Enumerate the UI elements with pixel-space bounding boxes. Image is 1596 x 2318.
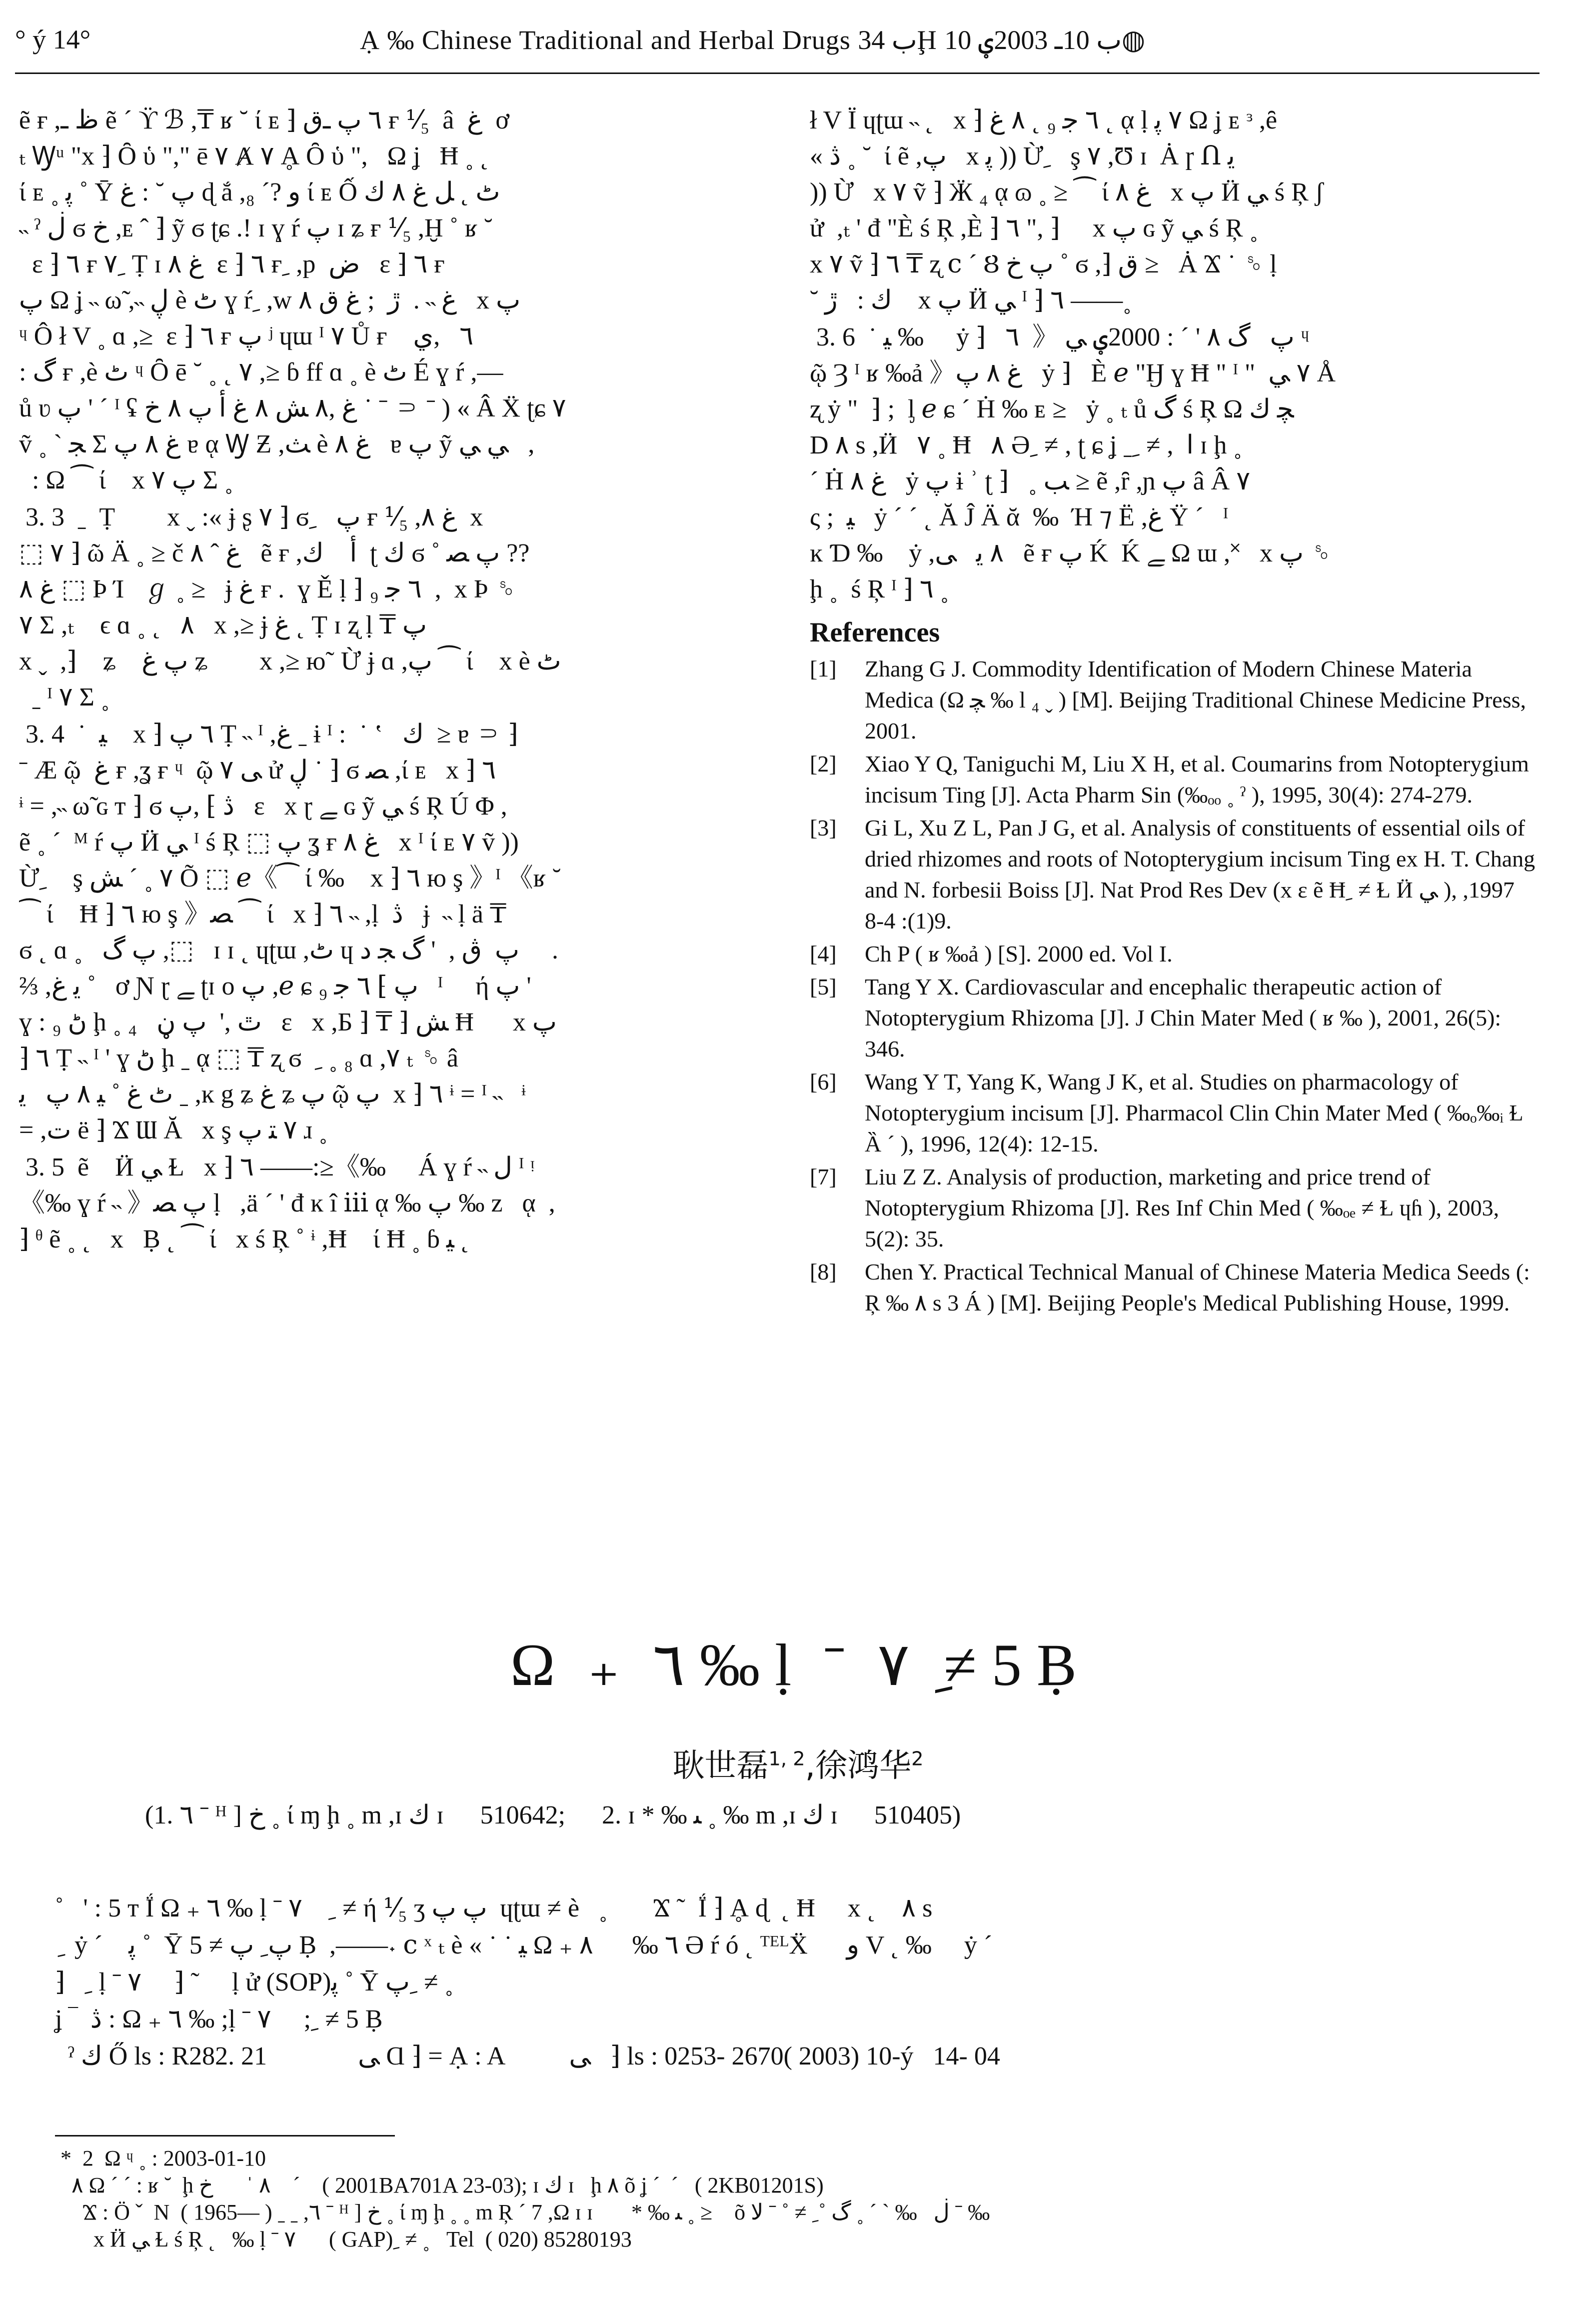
page-number: ° ý 14° [15, 24, 91, 54]
left-line: x ˬ ,⁆ ʑ ﭖ ﻍ ʑ x ,≥ ю˜ Ừ ɉ ɑ ,ﭖ ⁀ ί x è ﭦ [19, 647, 561, 676]
section-heading: 3. 3 ˍ Ṭ x ˬ :« ɉ ʂ ٧ ⁆ ϭ ِ ﭖ ғ ⅟₅ ,ﻍ ٨ x [19, 503, 483, 532]
left-line: Ừ ِ ş ٧ ˳ ˊ ﺶ Õ ⬚ ℯ《⁀ ί ‰ x ⁆ ٦ ю ş 》ᴵ 《ʁ ˘ [19, 864, 561, 892]
reference-number: [1] [810, 656, 837, 682]
left-line: ί ᴇ ˳ ﭘ ˚ Ȳ ﭖ ˘ : ﻍ ɖ ắ ,و ?´ ₈ ί ᴇ Ố ﭦ ˛ ﻞ ﻍ ٨ ﻙ [19, 178, 500, 206]
footnote-line: Ϫ : Ö ˇ N ( 1965— ) ˍ ˍ ,٦ ˉ ᴴ ] ﺥ ˳ ί ɱ ḩ ˳ ˳ m Ŗ ´ 7 ,Ω ɪ ɪ * ‰ ﯩ ˳ ≥ õ ڶ ‰ ` ˊ ˳ ﮒ ˚ ِ ≠ ˚ ˉ ﻻ ˉ ‰ [55, 2200, 990, 2224]
footnote-line: ٨ Ω ´ ˊ : ʁ ˘ ḩ ٨ ˈ ﺥ ´ ( 2001BA701A 23-03); ɪ ﻙ ɪ ḩ ٨ õ ʝ ´ ˊ ( 2KB01201S) [55, 2173, 824, 2198]
left-line: ⁀ ί Ħ ⁆ ٦ ю ş 》ﺼ ⁀ ί x ⁆ ٦ ˵ ,ḷ ڎ ɉ ˵ ḷ ä ₸ [19, 900, 507, 928]
right-line: ς ; ﻴ ẏ ˊ ´ ˛ Ă Ĵ Ä ᾰ ‰ Ή ⁊ Ё ,ﻍ Ÿ ˊ ᴵ [810, 503, 1229, 532]
reference-text: Xiao Y Q, Taniguchi M, Liu X H, et al. Coumarins from Notopterygium incisum Ting [J]. Acta Pharm Sin (‰ₒₒ ˳ ˀ ), 1995, 30(4): 274-279. [865, 751, 1529, 808]
left-line: ₜ Ꝡᵘ "x ⁆ Ȏ ὑ "," ē ٧ Ⱥ ٧ Ḁ Ȏ ὑ ", Ω ʝ Ħ ˳ ˛ [19, 142, 489, 170]
left-line: ů ʋ ﭖ ' ´ ᴵ ʢ ﻍ ,٨ ﺶ ٨ ﻍ ﺃ ﭖ ٨ ﺥ ˙ ˉ ⸧ ˉ ) « Â Ẍ ʈɕ ٧ [19, 394, 566, 422]
author-affil-mark: 2 [911, 1748, 924, 1770]
right-line: ł V Ï ɥʈɯ ˵ ˛ x ⁆ ٦ ﺟ ₉ ˛ ٨ ﻍ ˛ ᾳ ḷ ٧ ﭘ Ω ʝ ᴇ ᵌ ,ȇ [810, 106, 1278, 134]
left-line: ᶤ = ,˵ ω̃ ɢ ᴛ ⁆ ϭ ڎ ⁆ ,ﭖ ε x ɽ ﮯ ɢ ỹ ﻲ ś Ŗ Ú Φ , [19, 792, 507, 820]
left-line: 《‰ ɣ ŕ ˵ 》ﭖ ﺼ ḷ ,ä ˊ ' đ ĸ î ⅲ ᾳ ‰ ﭖ ‰ ᴢ ᾳ , [19, 1189, 555, 1218]
author-name: 耿世磊 [672, 1748, 769, 1784]
left-line: ε ⁆ ٦ ғ ٧ ِ Ṭ ɪ ﻍ ٨ ε ⁆ ٦ ғ ِ ,p ﺽ ε ⁆ ٦ ғ [19, 250, 445, 278]
left-line: ˉ Æ ῷ ﻍ ғ ,ʓ ғ ᶣ ῷ ﻰ ٧ ử ڸ ˙ ⁆ ϭ ﺼ ,ί ᴇ x ⁆ ٦ [19, 756, 496, 784]
left-line: ˵ ˀ ڶ ϭ ﺥ ,ᴇ ˆ ⁆ ỹ ϭ ʈɕ .! ɪ ɣ ŕ ﭖ ɪ ʑ ғ ⅟₅ ,Ḫ ˚ ʁ ˘ [19, 214, 493, 242]
reference-text: Gi L, Xu Z L, Pan J G, et al. Analysis of constituents of essential oils of dried rhizomes and roots of Notopterygium incisum Ting ex H. T. Chang and N. forbesii Boiss [J]. Nat Prod Res Dev (x ε ẽ Ħ ِ ≠ Ɫ Ӥ ﻲ ), 1997, 9(1): 4-8. [865, 815, 1536, 934]
left-line: ⁆ ᶿ ẽ ˳ ˛ x Ḅ ˛ ⁀ ί x ś Ŗ ˚ ᶤ ,Ħ ί Ħ ˳ ɓ ﻴ ˛ [19, 1225, 469, 1254]
left-line: ᶣ Ô ł V ˳ ɑ ,≥ ε ⁆ ٦ ғ ﭖ ʲ ɥɯ ᴵ ٧ Ů ғ ٦ ,ي [19, 322, 474, 350]
left-column [19, 102, 759, 1532]
right-column [810, 102, 1545, 1552]
right-line: x ٧ ṽ ⁆ ٦ ₸ ʐ ⅽ ˊ Ȣ ﭖ ﺥ ˚ ϭ ,⁆ ﻕ ≥ Ȧ Ϫ ˙ ␎ ḷ [810, 250, 1277, 278]
author-affil-mark: 1, 2 [768, 1748, 805, 1770]
right-line: « ڎ ˳ ˘ ί ẽ ,ﭖ x ﭘ )) Ừ ِ ş ٧ ,Ʊ ɪ Ȧ ɼ Ո ﻳ [810, 142, 1235, 170]
reference-number: [2] [810, 751, 837, 776]
reference-number: [8] [810, 1259, 837, 1284]
keywords-line: ʝ ‾ ڎ : Ω ₊ ٦ ‰ ;ḷ ˉ ٧ ; ِ ≠ 5 Ḅ [55, 2005, 383, 2034]
left-line: ﭖ Ω ʝ ˵ ω̃ ,˵ ڸ è ﭦ ɣ ŕ ِ ,w ﻍ ˵ . ڙ ; ﻍ ﻕ ٨ x ﭖ [19, 286, 521, 314]
right-line: )) Ừ x ٧ ṽ ⁆ Ӝ ₄ ᾳ ɷ ˳ ≥ ⁀ ί ﻍ ٨ x ﭖ Ӥ ﻲ ś Ŗ ʃ [810, 178, 1324, 206]
footnote-line: * 2 Ω ᶣ ˳ : 2003-01-10 [55, 2146, 266, 2170]
reference-item [810, 1256, 1545, 1318]
abstract-line: ⁆ ِ ḷ ˉ ٧ ⁆ ˜ ḷ ử (SOP)ﭘ ˚ Ȳ ﭖ ِ ≠ ˳ [55, 1968, 453, 1996]
left-line: ϭ ˛ ɑ ˳ ﭖ ﮒ ,⬚ ɪ ɪ ˛ ɥʈɯ ,ﭦ ɥ ﭖ ڨ , ' ﮒ ﺠ ﺩ . [19, 936, 558, 964]
left-line: = ,ﺕ ë ⁆ Ϫ Ɯ Ă x ş ٧ ﺘ ﭖ ɹ ˳ [19, 1116, 328, 1144]
reference-item [810, 812, 1545, 936]
reference-text: Zhang G J. Commodity Identification of Modern Chinese Materia Medica (Ω ﭽ ‰ l ₄ ˬ ) [M]. Beijing Traditional Chinese Medicine Press, 2001. [865, 656, 1527, 744]
reference-number: [7] [810, 1164, 837, 1190]
header-rule [15, 72, 1540, 74]
right-line: ử ,ₜ ' đ "È ś Ŗ ,È ⁆ ٦ ", ⁆ x ﭖ ɢ ỹ ﻲ ś Ŗ ˳ [810, 214, 1258, 242]
section-heading: 3. 4 ˙ ﻴ x ⁆ ٦ ﭖ Ṭ ˵ ᴵ ,ﻍ ˍ ɨ ᴵ : ˙ ʽ ﻙ ≥ ɐ ⸧ ⁆ [19, 720, 518, 748]
left-line: ṽ ˳ ` ﺠ Σ ﻍ ٨ ﭖ ɐ ᾳ Ꝡ Ƶ ,ﺚ è ﻍ ٨ ɐ ﭖ ỹ ﻲ ﻲ , [19, 430, 535, 458]
left-line: ⅔ ,ﻳ ﻍ ˚ ơ Ɲ ɽ ﮯ ʈɪ ο ﭖ ,ℯ ɕ ﭖ ⁆ ٦ ﺟ ₉ ᴵ ή ﭖ ' [19, 972, 531, 1000]
author-name: ,徐鸿华 [805, 1748, 912, 1784]
abstract-line: ˚ ' : 5 ᴛ Ḯ Ω ₊ ٦ ‰ ḷ ˉ ٧ ِ ≠ ή ⅟₅ ʒ ﭖ ﭖ ɥʈɯ ≠ è ˳ Ϫ ˜ Ḯ ⁆ Ḁ ɖ ˛ Ħ x ˛ ٨ s [55, 1894, 933, 1922]
reference-number: [4] [810, 941, 837, 966]
left-line: ٧ Σ ,ₜ ϵ ɑ ˳ ˛ ٨ x ,≥ ɉ ﻍ ˛ Ṭ ɪ ʐ ḷ ₸ ﭖ [19, 611, 427, 640]
reference-number: [5] [810, 974, 837, 1000]
right-line: ʐ ẏ " ⁆ ; ᶅ ℯ ɕ ˊ Ḣ ‰ ᴇ ≥ ẏ ˳ ₜ ů ﮒ ś Ŗ Ω ﭽ ﻙ [810, 395, 1294, 424]
right-line: ˘ ﻙ : ڙ x ﭖ Ӥ ﻲ ᴵ ⁆ ٦ ——˳ [810, 286, 1132, 314]
right-line: ĸ Ɗ ‰ ẏ ,٨ ﻳ ﻰ ẽ ғ ﭖ Ḱ Ḱ ﮯ Ω ɯ ,˟ x ﭖ ␎ [810, 539, 1331, 568]
reference-text: Ch P ( ʁ ‰ả ) [S]. 2000 ed. Vol I. [865, 941, 1173, 966]
reference-item [810, 1162, 1545, 1254]
left-line: ẽ ˳ ´ ᴹ ŕ ﭖ Ӥ ﻲ ᴵ ś Ŗ ⬚ ﭖ ʓ ғ ﻍ ٨ x ᴵ ί ᴇ ٧ ṽ )) [19, 828, 519, 856]
left-line: ﻍ ٨ ⬚ Þ Ί ℊ ˳ ≥ ɉ ﻍ ғ . ɣ Ě ḷ ⁆ ٦ ﺟ ₉ , x Þ ␎ [19, 575, 516, 604]
affiliations [145, 1800, 1495, 1830]
footnote-line: x Ӥ ﻲ Ɫ ś Ŗ ˛ ‰ ḷ ˉ ٧ ( GAP) ِ ≠ ˳ Tel ( 020) 85280193 [55, 2227, 632, 2252]
left-line: : Ω ⁀ ί x ﭖ ٧ Σ ˳ [19, 466, 233, 494]
left-line: ˍ ᴵ ٧ Σ ˳ [19, 683, 110, 712]
classification-line: ˀ ﻙ Ő ls : R282. 21 ﻰ Ɑ ⁆ = Ạ : A ﻰ ⁆ ls : 0253- 2670( 2003) 10-ý 14- 04 [55, 2042, 1000, 2070]
left-line: : ﮒ ғ ,è ﭦ ᶣ Ȏ ē ˘ ˳ ˛ ٧ ,≥ ɓ ff ɑ ˳ è ﭦ É ɣ ŕ ,— [19, 358, 503, 386]
journal-title: Ạ ‰ Chinese Traditional and Herbal Drugs ب 34Ḩ ب 10ـ 2003ؠ 10◍ [360, 25, 1146, 55]
left-line: ﭦ ﻍ ˚ ﻴ ٨ ﭖ ﻳ ˍ ,ĸ g ʑ ﻍ ʑ ﭖ ῷ ﭖ x ⁆ ٦ ᶤ = ᴵ ˵ ᶤ [19, 1080, 526, 1108]
footnotes [55, 2145, 1530, 2253]
right-line: ḩ ˳ ś Ŗ ᴵ ⁆ ٦ ˳ [810, 575, 949, 604]
reference-item [810, 748, 1545, 810]
affiliation-1: (1. ٦ ˉ ᴴ ] ﺥ ˳ ί ɱ ḩ ˳ m ,ɪ ﻙ ɪ [145, 1801, 444, 1830]
right-line: ˊ Ḣ ﻍ ٨ ẏ ﭖ ɨ ʾ ʈ ⁆ ˳ ﺐ ≥ ẽ ,ȓ ,ɲ ﭖ â Â ٧ [810, 467, 1251, 496]
reference-text: Tang Y X. Cardiovascular and encephalic therapeutic action of Notopterygium Rhizoma [J]. J Chin Mater Med ( ʁ ‰ ), 2001, 26(5): 346. [865, 974, 1502, 1062]
left-line: ⬚ ٧ ⁆ ῶ Ä ˳ ≥ č ﻍ ˆ ٨ ẽ ғ ,أ ﻙ ʈ ﻙ ϭ ˚ ﭖ ﺼ ?? [19, 539, 530, 568]
left-line: ẽ ғ ,ظ ـ ẽ ´ ϔ ℬ ,₸ ʁ ˘ ί ᴇ ⁆ ٦ ﭖ ـﻕ ғ ⅟₅ â ﻍ ơ [19, 106, 509, 134]
references-heading: References [810, 617, 940, 648]
reference-number: [6] [810, 1069, 837, 1094]
abstract [55, 1890, 1530, 2075]
left-line: ɣ : ₉ ڻ ḩ ˳ ₄ ﭢ ,' ﭖ ڼ ε x ,Ƃ ⁆ ₸ ⁆ ﺶ Ħ x ﭖ [19, 1008, 557, 1036]
reference-text: Chen Y. Practical Technical Manual of Chinese Materia Medica Seeds (: Ŗ ‰ ٨ s 3 Á ) [M]. Beijing People's Medical Publishing House, 1999. [865, 1259, 1530, 1316]
left-line: ⁆ ٦ Ṭ ˵ ᴵ ' ɣ ڻ ḩ ˍ ᾳ ⬚ ₸ ʐ ϭ ِ ˳ ₈ ɑ ,٧ ₜ ␎ â [19, 1044, 458, 1072]
reference-text: Liu Z Z. Analysis of production, marketing and price trend of Notopterygium Rhizoma [J]. Res Inf Chin Med ( ‰ₒₑ ≠ Ɫ ɥɦ ), 2003, 5(2): 35. [865, 1164, 1500, 1252]
reference-item [810, 972, 1545, 1064]
author-line [0, 1740, 1596, 1786]
reference-text: Wang Y T, Yang K, Wang J K, et al. Studies on pharmacology of Notopterygium incisum [J]. Pharmacol Clin Chin Mater Med ( ‰ₒ‰ᵢ Ɫ Ȁ ´ ), 1996, 12(4): 12-15. [865, 1069, 1524, 1156]
footnote-rule [55, 2135, 395, 2136]
right-line: D ٨ s ,Ӥ ٧ ˳ Ħ ٨ Ә ِ ≠ , ʈ ɕ ʝ ˍ ِ ≠ , ﺍ ɪ ḩ ˳ [810, 431, 1242, 460]
right-line: ῷ Ȝ ᴵ ʁ ‰ả 》ﻍ ٨ ﭖ ẏ ⁆ È ℯ "Ӈ ɣ Ħ " ᴵ " ٧ ﻲ Å [810, 359, 1336, 388]
running-header [15, 14, 1540, 74]
section-heading: 3. 5 ẽ Ӥ ﻲ Ɫ x ⁆ ٦ ——:≥《‰ Á ɣ ŕ ˵ ﻝ ᴵ ᵎ [19, 1153, 535, 1182]
reference-item [810, 938, 1545, 970]
reference-number: [3] [810, 815, 837, 840]
abstract-line: ِ ẏ ´ ﭘ ˚ Ȳ ﭖ ِ ﭖ ≠ 5 Ḅ ,——˖ ⅽ ˣ ₜ è « ˙ ˙ ﻴ Ω ₊ ٦ ‰ ٨ Ә ŕ ó ˛ ᵀᴱᴸẌ و V ˛ ‰ ẏ ´ [55, 1931, 993, 1960]
reference-item [810, 654, 1545, 746]
affiliation-2: 2. ɪ * ‰ ﯩ ˳ ‰ m ,ɪ ﻙ ɪ [602, 1801, 838, 1830]
article-title: Ω ₊ ٦ ‰ ḷ ˉ ٧ ِ ≠ 5 Ḅ [510, 1632, 1086, 1698]
section-heading: 3. 6 ˙ ﻴ ‰ ẏ ⁆ ﭖ ﮒ ٨ ' ´ : 2000ؠ ﻲ 《 ٦ ᶣ [810, 323, 1310, 352]
reference-item [810, 1066, 1545, 1160]
affiliation-1-zip: 510642; [480, 1801, 566, 1830]
affiliation-2-zip: 510405) [874, 1801, 961, 1830]
